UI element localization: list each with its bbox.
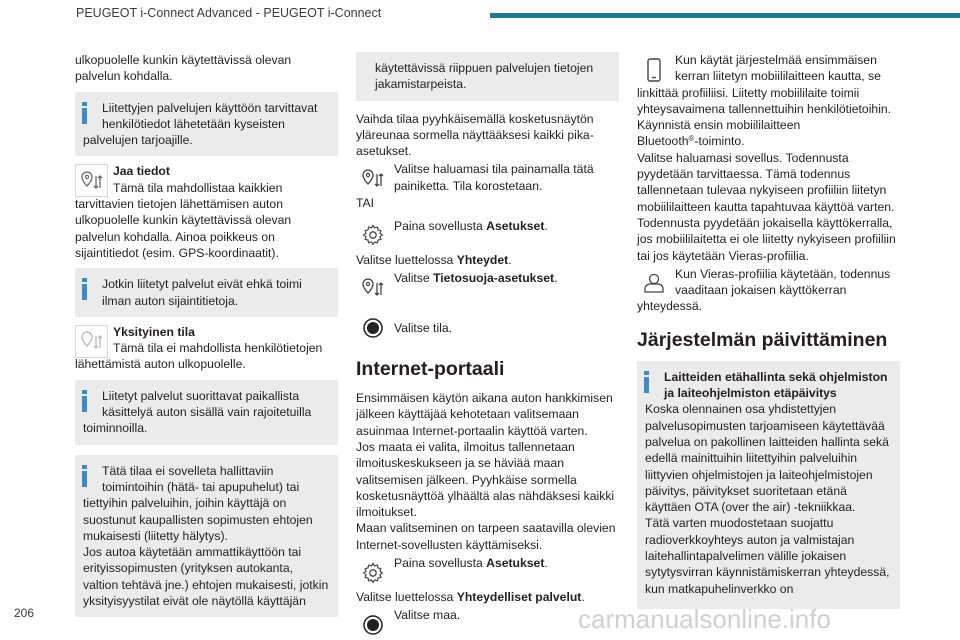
bluetooth-word: Bluetooth — [637, 134, 689, 149]
intro-text: ulkopuolelle kunkin käytettävissä olevan palvelun kohdalla. — [75, 53, 292, 84]
privacy-settings-label: Tietosuoja-asetukset — [433, 271, 555, 286]
period: . — [544, 556, 548, 571]
portal-paragraph-2: Jos maata ei valita, ilmoitus tallennetaan ilmoituskeskukseen ja se häviää maan valitsemisen jälkeen. Pyyhkäise sormella kosketusnäyttöä ylhäältä alas nähdäksesi kaikki ilmoitukset. — [356, 439, 615, 520]
private-mode-line: Tämä tila ei mahdollista henkilötietojen — [113, 341, 323, 356]
settings-row-2 — [356, 555, 619, 589]
portal-paragraph-1: Ensimmäisen käytön aikana auton hankkimisen jälkeen käyttäjää kehotetaan valitsemaan asuinmaa Internet-portaalin käyttöä varten. — [356, 391, 613, 438]
period: . — [508, 252, 512, 267]
info-note-exceptions — [75, 455, 338, 618]
first-use-rest: linkittää profiiliisi. Liitetty mobiililaite toimii yhteysavaimena tallennettuihin henkilötietoihin. — [637, 85, 892, 116]
section-title-internet-portal: Internet-portaali — [356, 358, 505, 381]
user-profile-icon — [637, 267, 670, 300]
info-note-continued — [356, 52, 619, 101]
share-data-description: tarvittavien tietojen lähettämisen auton ulkopuolelle kunkin käytettävissä olevan palvelun kohdalla. Ainoa poikkeus on sijaintitiedot (esim. GPS-koordinaatit). — [75, 197, 292, 260]
portal-paragraph-3: Maan valitseminen on tarpeen saatavilla olevien Internet-sovellusten käyttämiseksi. — [356, 521, 616, 552]
note-text: Liitettyjen palvelujen käyttöön tarvittavat henkilötiedot lähetetään kyseisten — [102, 100, 318, 131]
note-text-rest: palvelujen tarjoajille. — [83, 133, 193, 148]
enable-bluetooth-text: Käynnistä ensin mobiililaitteen — [637, 118, 801, 133]
guest-profile-row — [637, 266, 900, 315]
select-mode-text: Valitse haluamasi tila painamalla tätä painiketta. Tila korostetaan. — [394, 162, 594, 193]
share-data-icon — [75, 164, 108, 197]
or-text: TAI — [356, 196, 375, 211]
private-mode-icon — [75, 325, 108, 358]
note-text-rest: tiettyihin palveluihin, joihin käyttäjä on suostunut kaupallisten sopimusten ehtojen mukaisesti (liitetty hälytys). — [83, 496, 313, 543]
note-title-line-1: Laitteiden etähallinta sekä ohjelmiston — [664, 369, 888, 384]
info-note-location — [75, 268, 338, 317]
info-icon — [82, 465, 87, 487]
radio-selected-icon — [356, 311, 389, 344]
gear-icon — [356, 219, 389, 252]
info-icon — [82, 390, 87, 412]
press-settings-text: Paina sovellusta — [394, 218, 487, 233]
note-body: Koska olennainen osa yhdistettyjen palvelusopimusten tarjoamiseen käytettävää palvelua on pakollinen laitteiden hallinta sekä edellä mainittuihin liitettyihin palveluihin liittyvien ohjelmistojen ja laiteohjelmistojen päivitys, päivitykset suoritetaan etänä käyttäen OTA (over the air) -tekniikkaa. — [645, 402, 889, 515]
privacy-mode-icon — [356, 162, 389, 195]
gear-icon — [356, 556, 389, 589]
choose-app-text: Valitse haluamasi sovellus. Todennusta pyydetään tarvittaessa. Tämä todennus tallennetaan tulevaa nykyiseen profiiliin liitetyn mobiililaitteen kautta tapahtuvaa käyttöä varten. Todennusta pyydetään jokaisella käyttökerralla, jos mobiililaitetta ei ole liitetty nykyiseen profiiliin tai jos käytetään Vieras-profiilia. — [637, 150, 896, 263]
share-data-row — [75, 163, 338, 261]
info-note-personal-data — [75, 92, 338, 157]
settings-row-1 — [356, 218, 619, 252]
private-mode-title: Yksityinen tila — [113, 324, 195, 339]
private-mode-description: lähettämistä auton ulkopuolelle. — [75, 357, 246, 372]
column-1 — [75, 52, 338, 624]
privacy-settings-row — [356, 270, 619, 304]
first-use-row — [637, 52, 900, 117]
header-accent-bar — [490, 13, 960, 18]
note-text: Liitetyt palvelut suorittavat paikallista käsittelyä auton sisällä vain rajoitetuilla — [102, 388, 312, 420]
select-text: Valitse — [394, 271, 434, 286]
note-text-rest: toiminnoilla. — [83, 421, 148, 436]
section-title-system-update: Järjestelmän päivittäminen — [637, 328, 888, 351]
radio-selected-icon — [356, 608, 389, 640]
select-country-text: Valitse maa. — [394, 608, 461, 623]
switch-mode-text: Vaihda tilaa pyyhkäisemällä kosketusnäytön yläreunaa sormella näyttääksesi kaikki pika-asetukset. — [356, 111, 594, 159]
private-mode-row — [75, 324, 338, 373]
select-state-row — [356, 310, 619, 344]
note-text: Jotkin liitetyt palvelut eivät ehkä toimi ilman auton sijaintitietoja. — [102, 277, 302, 308]
guest-line-2: vaaditaan jokaisen käyttökerran — [675, 283, 847, 298]
note-text: käytettävissä riippuen palvelujen tietojen jakamistarpeista. — [375, 61, 594, 92]
press-settings-text: Paina sovellusta — [394, 556, 487, 571]
select-state-text: Valitse tila. — [394, 321, 453, 336]
watermark: carmanualsonline.info — [578, 604, 831, 634]
column-3 — [637, 52, 900, 616]
period: . — [554, 271, 558, 286]
first-use-line-1: Kun käytät järjestelmää ensimmäisen — [675, 53, 877, 67]
guest-rest: yhteydessä. — [637, 299, 703, 314]
note-title-line-2: ja laiteohjelmiston etäpäivitys — [664, 386, 837, 401]
info-icon — [644, 371, 649, 393]
period: . — [544, 218, 548, 233]
share-data-title: Jaa tiedot — [113, 164, 170, 179]
page-number: 206 — [14, 606, 35, 620]
info-icon — [82, 102, 87, 124]
connections-label: Yhteydet — [456, 252, 509, 267]
registered-mark: ® — [688, 134, 695, 144]
privacy-settings-icon — [356, 271, 389, 304]
share-data-line: Tämä tila mahdollistaa kaikkien — [113, 180, 283, 195]
select-list-text: Valitse luettelossa — [356, 252, 457, 267]
info-note-remote-update — [637, 361, 900, 609]
smartphone-icon — [637, 53, 670, 86]
note-text: Tätä tilaa ei sovelleta hallittaviin toimintoihin (hätä- tai apupuhelut) tai — [102, 463, 300, 494]
note-body-2: Tätä varten muodostetaan suojattu radioverkkoyhteys auton ja valmistajan laitehallintapalvelimen välille jokaisen sytytysvirran käynnistämiskerran yhteydessä, kun matkapuhelinverkko on — [645, 516, 890, 596]
page-header-title: PEUGEOT i-Connect Advanced - PEUGEOT i-Connect — [76, 6, 382, 20]
column-2 — [356, 52, 619, 640]
note-text-p2: Jos autoa käytetään ammattikäyttöön tai erityissopimusten (yrityksen autokanta, valtion tehtävä jne.) ehtojen mukaisesti, jotkin yksityisyystilat eivät ole näytöllä käyttäjän — [83, 545, 329, 609]
select-list-text: Valitse luettelossa — [356, 590, 457, 605]
first-use-line-2: kerran liitetyn mobiililaitteen kautta, se — [675, 69, 881, 84]
settings-label: Asetukset — [486, 556, 545, 571]
bluetooth-suffix: -toiminto. — [694, 134, 745, 149]
period: . — [581, 590, 585, 605]
info-icon — [82, 278, 87, 300]
select-mode-row — [356, 161, 619, 195]
guest-line-1: Kun Vieras-profiilia käytetään, todennus — [675, 266, 891, 281]
connected-services-label: Yhteydelliset palvelut — [456, 590, 582, 605]
settings-label: Asetukset — [486, 218, 545, 233]
info-note-local-processing — [75, 380, 338, 445]
